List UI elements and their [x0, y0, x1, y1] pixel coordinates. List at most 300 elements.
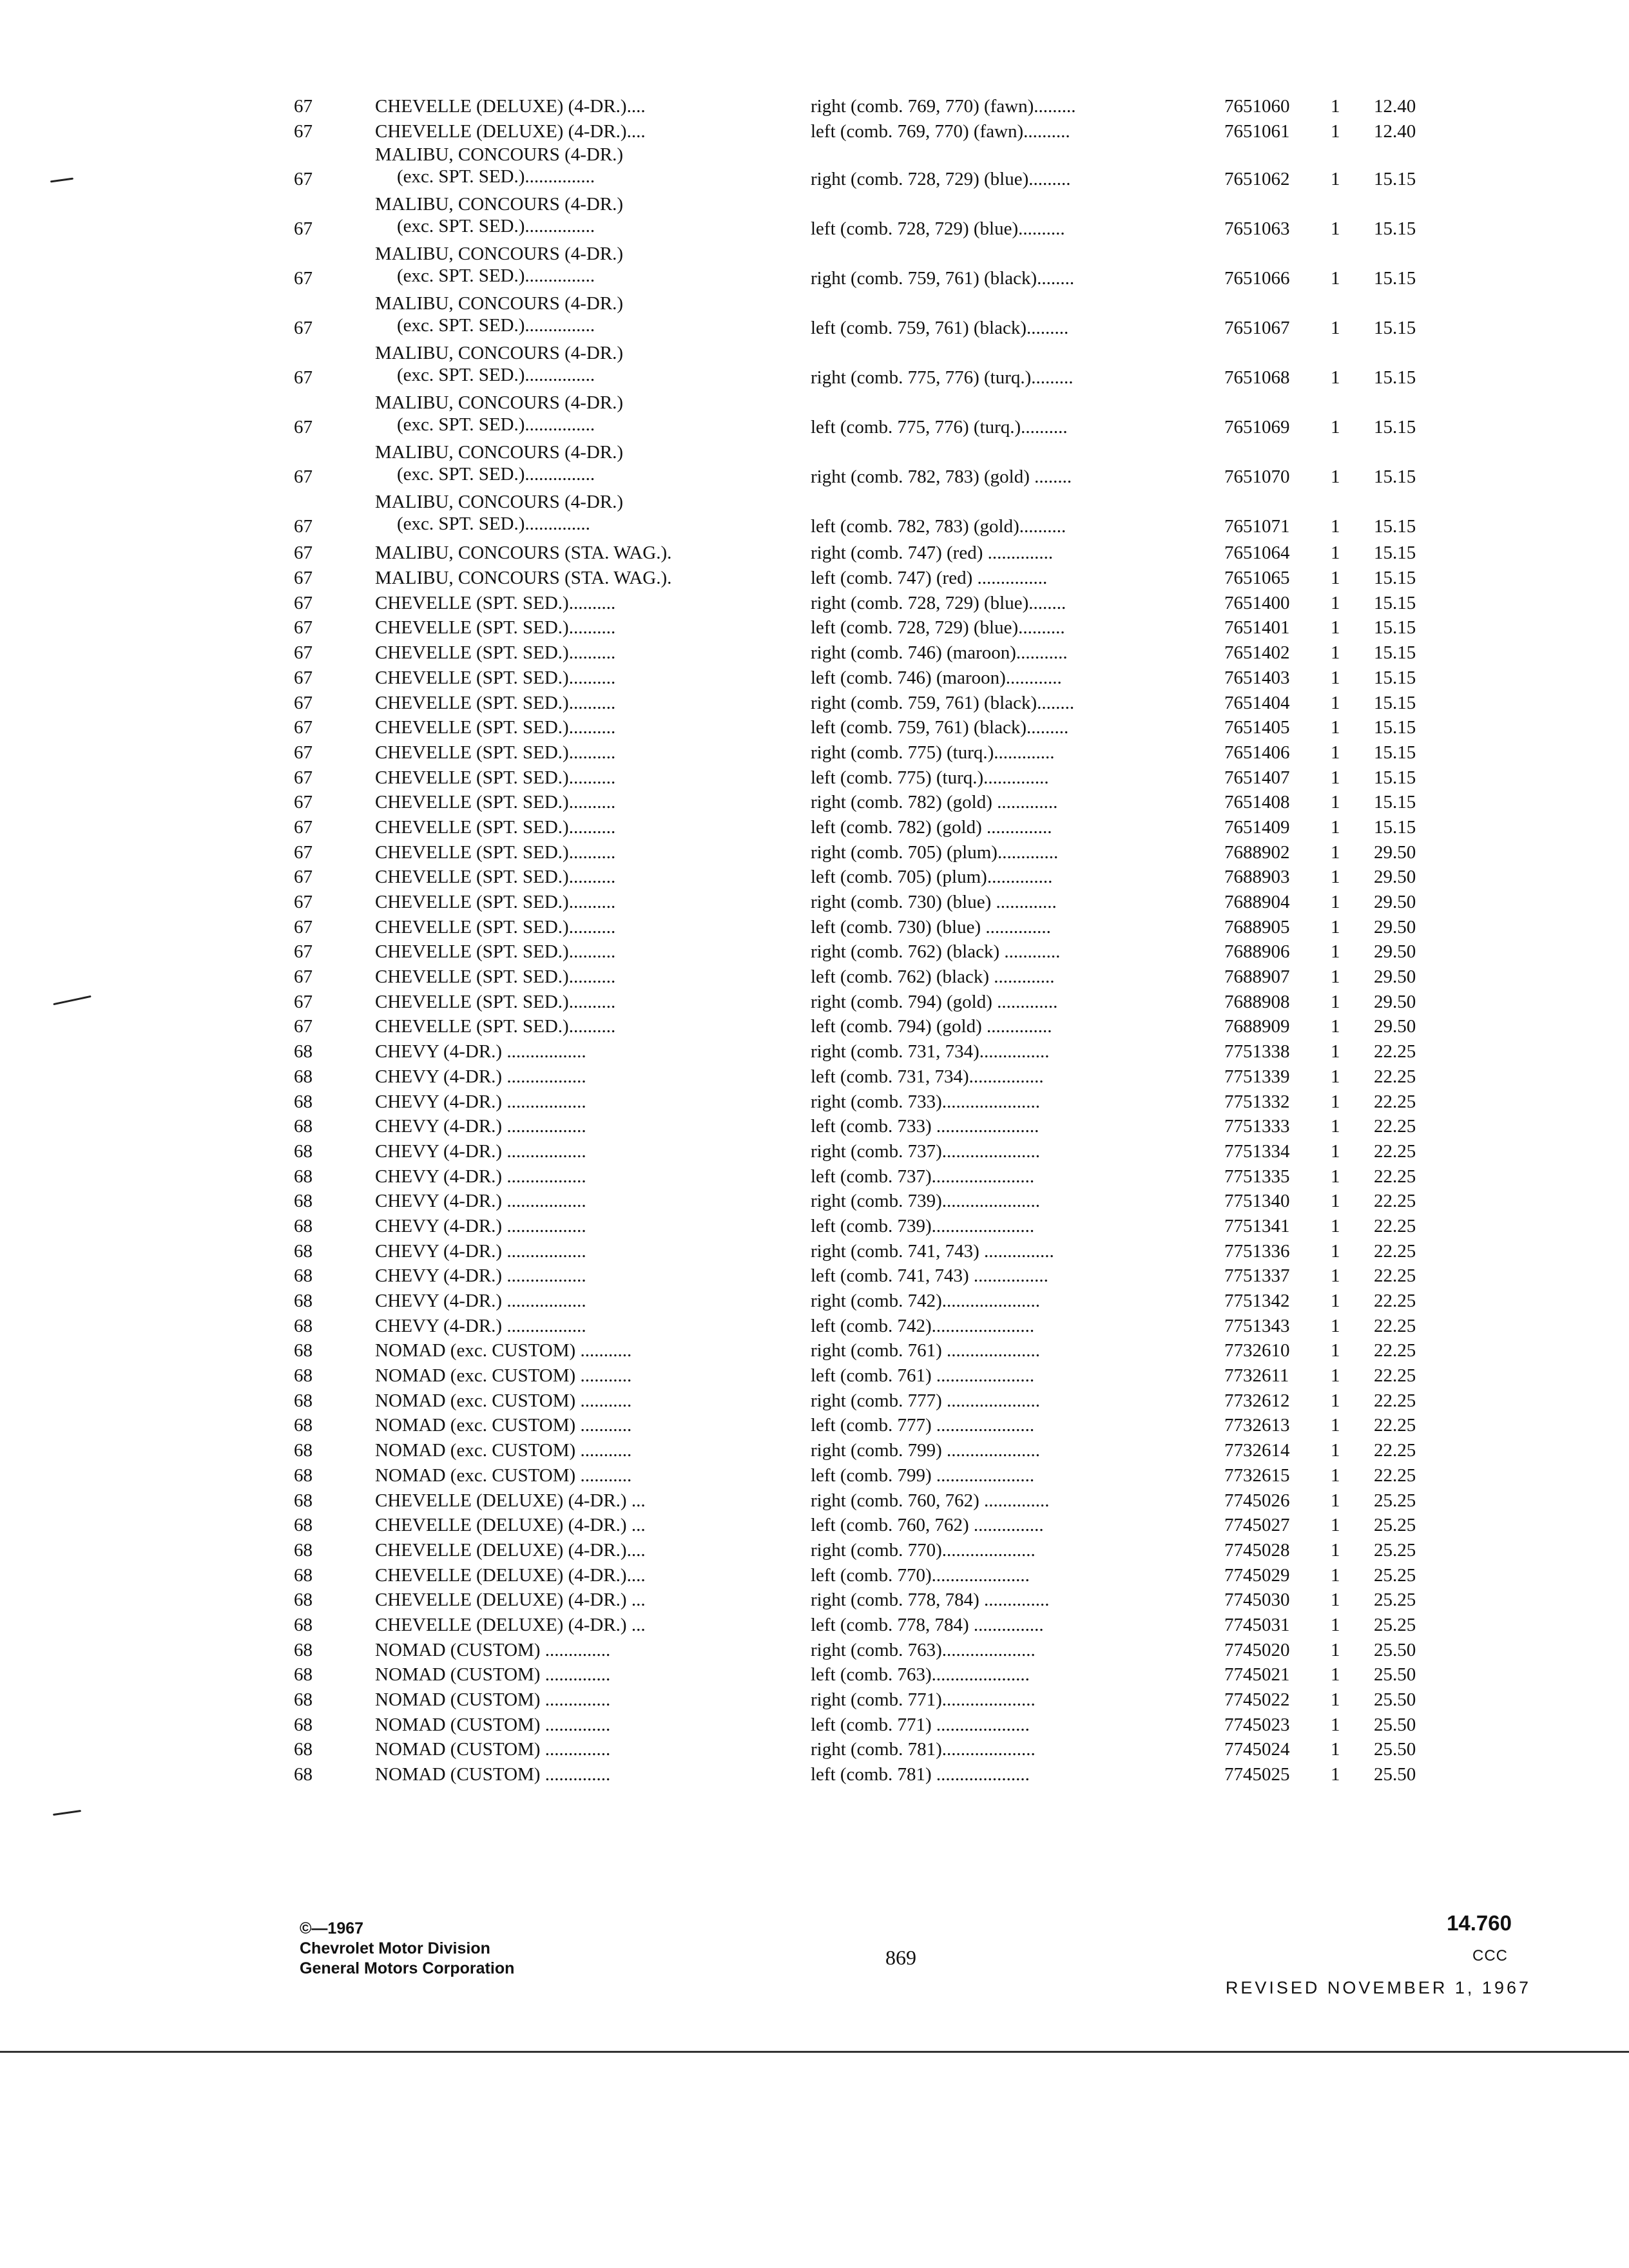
side-combination: left (comb. 746) (maroon)............	[811, 667, 1062, 688]
model-description	[375, 1340, 631, 1361]
quantity: 1	[1331, 120, 1340, 142]
table-row	[284, 1438, 1463, 1463]
table-row	[284, 840, 1463, 865]
side-combination: right (comb. 741, 743) ...............	[811, 1240, 1054, 1262]
side-combination: right (comb. 775, 776) (turq.).........	[811, 367, 1074, 389]
table-row	[284, 144, 1463, 193]
model-name: NOMAD (exc. CUSTOM) ...........	[375, 1365, 632, 1387]
model-year: 68	[294, 1116, 313, 1137]
part-number: 7751337	[1224, 1265, 1290, 1287]
price: 25.50	[1374, 1664, 1416, 1686]
model-year: 67	[294, 941, 313, 963]
side-combination: left (comb. 747) (red) ...............	[811, 568, 1048, 589]
side-combination: right (comb. 775) (turq.).............	[811, 742, 1055, 763]
price: 12.40	[1374, 120, 1416, 142]
model-year: 68	[294, 1539, 313, 1561]
quantity: 1	[1331, 1739, 1340, 1760]
part-number: 7745024	[1224, 1739, 1290, 1760]
quantity: 1	[1331, 1539, 1340, 1561]
model-year: 68	[294, 1564, 313, 1586]
table-row	[284, 815, 1463, 840]
table-row	[284, 615, 1463, 640]
model-name: CHEVELLE (DELUXE) (4-DR.) ...	[375, 1515, 646, 1536]
price: 15.15	[1374, 667, 1416, 688]
table-row	[284, 1139, 1463, 1164]
side-combination: right (comb. 781)....................	[811, 1739, 1036, 1760]
quantity: 1	[1331, 1140, 1340, 1162]
side-combination: right (comb. 747) (red) ..............	[811, 543, 1054, 564]
side-combination: right (comb. 778, 784) ..............	[811, 1590, 1050, 1611]
punch-hole-mark	[53, 995, 91, 1005]
price: 22.25	[1374, 1465, 1416, 1486]
table-row	[284, 715, 1463, 740]
model-year: 67	[294, 642, 313, 664]
side-combination: left (comb. 761) .....................	[811, 1365, 1035, 1387]
price: 15.15	[1374, 617, 1416, 639]
price: 22.25	[1374, 1390, 1416, 1411]
model-name: CHEVY (4-DR.) .................	[375, 1215, 586, 1236]
model-description	[375, 293, 623, 336]
side-combination: left (comb. 728, 729) (blue)..........	[811, 218, 1065, 240]
model-year: 68	[294, 1315, 313, 1336]
table-row	[284, 1513, 1463, 1538]
quantity: 1	[1331, 1689, 1340, 1710]
quantity: 1	[1331, 1764, 1340, 1785]
division-name: Chevrolet Motor Division	[300, 1939, 490, 1957]
model-year: 68	[294, 1191, 313, 1212]
model-year: 68	[294, 1515, 313, 1536]
part-number: 7745023	[1224, 1714, 1290, 1735]
model-qualifier: (exc. SPT. SED.)...............	[397, 414, 595, 436]
side-combination: right (comb. 742).....................	[811, 1291, 1041, 1311]
quantity: 1	[1331, 1315, 1340, 1336]
price: 15.15	[1374, 367, 1416, 389]
part-number: 7732612	[1224, 1390, 1290, 1411]
table-row	[284, 1214, 1463, 1239]
part-number: 7751343	[1224, 1315, 1290, 1336]
part-number: 7651404	[1224, 692, 1290, 713]
table-row	[284, 1389, 1463, 1414]
model-name: CHEVY (4-DR.) .................	[375, 1240, 586, 1262]
table-row	[284, 1588, 1463, 1613]
quantity: 1	[1331, 1215, 1340, 1236]
model-name: CHEVELLE (SPT. SED.)..........	[375, 742, 616, 763]
quantity: 1	[1331, 466, 1340, 488]
model-description	[375, 891, 615, 913]
model-description	[375, 243, 623, 287]
price: 29.50	[1374, 867, 1416, 888]
part-number: 7651402	[1224, 642, 1290, 664]
table-row	[284, 915, 1463, 940]
price: 22.25	[1374, 1440, 1416, 1461]
side-combination: left (comb. 739)......................	[811, 1215, 1035, 1236]
price: 25.25	[1374, 1614, 1416, 1635]
table-row	[284, 566, 1463, 591]
table-row	[284, 1189, 1463, 1214]
table-row	[284, 1762, 1463, 1787]
model-description	[375, 1539, 646, 1561]
model-description	[375, 1490, 646, 1512]
side-combination: right (comb. 799) ....................	[811, 1440, 1041, 1461]
model-qualifier: (exc. SPT. SED.)...............	[397, 166, 595, 187]
model-description	[375, 1564, 646, 1586]
model-name: CHEVY (4-DR.) .................	[375, 1265, 586, 1287]
part-number: 7651069	[1224, 417, 1290, 438]
quantity: 1	[1331, 1390, 1340, 1411]
side-combination: right (comb. 762) (black) ............	[811, 941, 1061, 963]
model-name: CHEVELLE (SPT. SED.)..........	[375, 816, 616, 838]
quantity: 1	[1331, 941, 1340, 963]
model-description	[375, 1465, 631, 1486]
quantity: 1	[1331, 1265, 1340, 1287]
part-number: 7732610	[1224, 1340, 1290, 1361]
model-description	[375, 767, 615, 789]
part-number: 7751338	[1224, 1041, 1290, 1062]
part-number: 7732613	[1224, 1415, 1290, 1436]
price: 22.25	[1374, 1066, 1416, 1087]
price: 29.50	[1374, 916, 1416, 937]
model-name: CHEVELLE (DELUXE) (4-DR.)....	[375, 1539, 646, 1561]
model-description	[375, 966, 615, 988]
part-number: 7651061	[1224, 120, 1290, 142]
model-name: CHEVY (4-DR.) .................	[375, 1315, 586, 1336]
price: 29.50	[1374, 841, 1416, 863]
model-description	[375, 916, 615, 938]
model-year: 67	[294, 96, 313, 117]
model-description	[375, 144, 623, 187]
model-description	[375, 667, 615, 689]
side-combination: right (comb. 794) (gold) .............	[811, 991, 1058, 1012]
table-row	[284, 640, 1463, 666]
table-row	[284, 1538, 1463, 1563]
model-year: 67	[294, 867, 313, 888]
part-number: 7651060	[1224, 96, 1290, 117]
model-description	[375, 1115, 586, 1137]
side-combination: right (comb. 737).....................	[811, 1140, 1041, 1162]
table-row	[284, 1463, 1463, 1488]
side-combination: left (comb. 781) ....................	[811, 1764, 1030, 1785]
side-combination: left (comb. 782, 783) (gold)..........	[811, 516, 1066, 537]
model-description	[375, 120, 646, 142]
model-description	[375, 542, 671, 564]
price: 25.25	[1374, 1564, 1416, 1586]
model-name: CHEVELLE (SPT. SED.)..........	[375, 941, 616, 963]
copyright-line: ©—1967	[300, 1919, 364, 1937]
part-number: 7651400	[1224, 592, 1290, 613]
model-name: CHEVELLE (DELUXE) (4-DR.) ...	[375, 1490, 646, 1511]
table-row	[284, 1338, 1463, 1363]
copyright-block	[300, 1919, 514, 1979]
model-name: MALIBU, CONCOURS (4-DR.)	[375, 442, 624, 463]
price: 25.25	[1374, 1539, 1416, 1561]
part-number: 7651409	[1224, 816, 1290, 838]
model-description	[375, 617, 615, 639]
price: 22.25	[1374, 1340, 1416, 1361]
side-combination: left (comb. 769, 770) (fawn)..........	[811, 120, 1070, 142]
table-row	[284, 193, 1463, 243]
model-name: CHEVELLE (DELUXE) (4-DR.)....	[375, 96, 646, 117]
part-number: 7745027	[1224, 1515, 1290, 1536]
model-description	[375, 941, 615, 963]
model-qualifier: (exc. SPT. SED.)...............	[397, 265, 595, 287]
price: 15.15	[1374, 767, 1416, 788]
price: 15.15	[1374, 268, 1416, 289]
part-number: 7745031	[1224, 1614, 1290, 1635]
model-description	[375, 1066, 586, 1088]
quantity: 1	[1331, 1365, 1340, 1387]
price: 25.50	[1374, 1639, 1416, 1660]
part-number: 7651063	[1224, 218, 1290, 240]
model-name: NOMAD (CUSTOM) ..............	[375, 1689, 611, 1710]
price: 29.50	[1374, 966, 1416, 988]
model-description	[375, 193, 623, 237]
model-year: 67	[294, 767, 313, 788]
model-year: 67	[294, 617, 313, 639]
price: 15.15	[1374, 218, 1416, 240]
quantity: 1	[1331, 1340, 1340, 1361]
part-number: 7651408	[1224, 792, 1290, 813]
table-row	[284, 740, 1463, 765]
side-combination: left (comb. 794) (gold) ..............	[811, 1016, 1052, 1037]
model-name: CHEVELLE (DELUXE) (4-DR.) ...	[375, 1614, 646, 1635]
model-name: CHEVY (4-DR.) .................	[375, 1066, 586, 1087]
punch-hole-mark	[50, 178, 73, 183]
side-combination: left (comb. 730) (blue) ..............	[811, 916, 1051, 937]
side-combination: left (comb. 759, 761) (black).........	[811, 717, 1069, 738]
model-year: 67	[294, 841, 313, 863]
part-number: 7751335	[1224, 1166, 1290, 1187]
quantity: 1	[1331, 1564, 1340, 1586]
punch-hole-mark	[53, 1810, 81, 1816]
table-row	[284, 1114, 1463, 1139]
model-year: 68	[294, 1091, 313, 1112]
model-description	[375, 95, 646, 117]
model-description	[375, 1589, 646, 1611]
model-name: CHEVY (4-DR.) .................	[375, 1140, 586, 1162]
model-name: CHEVELLE (SPT. SED.)..........	[375, 592, 616, 613]
part-number: 7745025	[1224, 1764, 1290, 1785]
model-year: 68	[294, 1140, 313, 1162]
quantity: 1	[1331, 1515, 1340, 1536]
model-description	[375, 1689, 610, 1711]
price: 15.15	[1374, 417, 1416, 438]
quantity: 1	[1331, 916, 1340, 937]
table-row	[284, 666, 1463, 691]
model-qualifier: (exc. SPT. SED.)...............	[397, 315, 595, 336]
part-number: 7732615	[1224, 1465, 1290, 1486]
side-combination: right (comb. 759, 761) (black)........	[811, 268, 1075, 289]
model-description	[375, 1639, 610, 1661]
price: 22.25	[1374, 1166, 1416, 1187]
model-name: MALIBU, CONCOURS (4-DR.)	[375, 144, 624, 166]
model-description	[375, 567, 671, 589]
quantity: 1	[1331, 1016, 1340, 1037]
quantity: 1	[1331, 1191, 1340, 1212]
side-combination: left (comb. 759, 761) (black).........	[811, 318, 1069, 339]
part-number: 7751332	[1224, 1091, 1290, 1112]
model-description	[375, 1664, 610, 1686]
part-number: 7688904	[1224, 892, 1290, 912]
price: 15.15	[1374, 792, 1416, 813]
model-name: NOMAD (exc. CUSTOM) ...........	[375, 1340, 632, 1361]
model-name: CHEVELLE (SPT. SED.)..........	[375, 892, 616, 912]
model-name: NOMAD (CUSTOM) ..............	[375, 1639, 611, 1660]
model-name: NOMAD (exc. CUSTOM) ...........	[375, 1390, 632, 1411]
model-name: CHEVELLE (SPT. SED.)..........	[375, 991, 616, 1012]
model-year: 68	[294, 1590, 313, 1611]
document-number: 14.760	[1447, 1911, 1512, 1935]
model-description	[375, 1091, 586, 1113]
model-description	[375, 1290, 586, 1312]
model-year: 68	[294, 1390, 313, 1411]
quantity: 1	[1331, 1291, 1340, 1311]
model-name: CHEVELLE (SPT. SED.)..........	[375, 667, 616, 688]
quantity: 1	[1331, 667, 1340, 688]
table-row	[284, 1662, 1463, 1687]
table-row	[284, 243, 1463, 293]
model-name: CHEVELLE (DELUXE) (4-DR.) ...	[375, 1590, 646, 1611]
model-name: NOMAD (CUSTOM) ..............	[375, 1739, 611, 1760]
model-year: 68	[294, 1465, 313, 1486]
model-year: 67	[294, 218, 313, 240]
model-name: CHEVY (4-DR.) .................	[375, 1041, 586, 1062]
model-name: CHEVY (4-DR.) .................	[375, 1291, 586, 1311]
model-description	[375, 1215, 586, 1237]
model-year: 68	[294, 1689, 313, 1710]
side-combination: right (comb. 770)....................	[811, 1539, 1036, 1561]
part-number: 7751341	[1224, 1215, 1290, 1236]
side-combination: right (comb. 739).....................	[811, 1191, 1041, 1212]
price: 29.50	[1374, 991, 1416, 1012]
quantity: 1	[1331, 592, 1340, 613]
price: 25.50	[1374, 1714, 1416, 1735]
table-row	[284, 1363, 1463, 1389]
model-qualifier: (exc. SPT. SED.)...............	[397, 464, 595, 485]
quantity: 1	[1331, 767, 1340, 788]
model-name: CHEVELLE (SPT. SED.)..........	[375, 717, 616, 738]
model-name: CHEVELLE (SPT. SED.)..........	[375, 867, 616, 888]
side-combination: left (comb. 799) .....................	[811, 1465, 1035, 1486]
model-year: 68	[294, 1066, 313, 1087]
quantity: 1	[1331, 1590, 1340, 1611]
side-combination: right (comb. 730) (blue) .............	[811, 892, 1057, 912]
model-name: MALIBU, CONCOURS (4-DR.)	[375, 392, 624, 414]
model-year: 67	[294, 692, 313, 713]
price: 22.25	[1374, 1291, 1416, 1311]
side-combination: right (comb. 728, 729) (blue)........	[811, 592, 1066, 613]
part-number: 7732614	[1224, 1440, 1290, 1461]
price: 22.25	[1374, 1265, 1416, 1287]
part-number: 7688909	[1224, 1016, 1290, 1037]
model-name: CHEVY (4-DR.) .................	[375, 1116, 586, 1137]
model-description	[375, 1265, 586, 1287]
model-year: 67	[294, 717, 313, 738]
model-description	[375, 642, 615, 664]
price: 15.15	[1374, 742, 1416, 763]
quantity: 1	[1331, 991, 1340, 1012]
price: 15.15	[1374, 318, 1416, 339]
part-number: 7651062	[1224, 169, 1290, 190]
model-name: MALIBU, CONCOURS (4-DR.)	[375, 244, 624, 265]
model-name: CHEVELLE (SPT. SED.)..........	[375, 617, 616, 639]
model-description	[375, 1166, 586, 1187]
quantity: 1	[1331, 367, 1340, 389]
price: 15.15	[1374, 568, 1416, 589]
model-description	[375, 342, 623, 386]
side-combination: left (comb. 770).....................	[811, 1564, 1030, 1586]
model-name: CHEVELLE (SPT. SED.)..........	[375, 841, 616, 863]
model-description	[375, 491, 623, 535]
model-name: CHEVY (4-DR.) .................	[375, 1091, 586, 1112]
model-year: 67	[294, 568, 313, 589]
price: 15.15	[1374, 466, 1416, 488]
table-row	[284, 890, 1463, 915]
quantity: 1	[1331, 1240, 1340, 1262]
page-number: 869	[885, 1946, 916, 1969]
model-name: CHEVELLE (SPT. SED.)..........	[375, 792, 616, 813]
side-combination: left (comb. 775, 776) (turq.)..........	[811, 417, 1068, 438]
model-year: 67	[294, 742, 313, 763]
model-year: 67	[294, 120, 313, 142]
part-number: 7745022	[1224, 1689, 1290, 1710]
quantity: 1	[1331, 966, 1340, 988]
table-row	[284, 1014, 1463, 1039]
side-combination: left (comb. 731, 734)................	[811, 1066, 1044, 1087]
footer-rule	[0, 2051, 1629, 2053]
model-name: CHEVY (4-DR.) .................	[375, 1191, 586, 1212]
table-row	[284, 1039, 1463, 1064]
model-name: CHEVELLE (SPT. SED.)..........	[375, 916, 616, 937]
side-combination: left (comb. 777) .....................	[811, 1415, 1035, 1436]
model-name: MALIBU, CONCOURS (4-DR.)	[375, 492, 624, 513]
side-combination: left (comb. 762) (black) .............	[811, 966, 1055, 988]
model-name: MALIBU, CONCOURS (STA. WAG.).	[375, 543, 672, 564]
side-combination: right (comb. 782) (gold) .............	[811, 792, 1058, 813]
side-combination: left (comb. 737)......................	[811, 1166, 1035, 1187]
model-qualifier: (exc. SPT. SED.)...............	[397, 365, 595, 386]
model-description	[375, 816, 615, 838]
part-number: 7651070	[1224, 466, 1290, 488]
part-number: 7751339	[1224, 1066, 1290, 1087]
table-row	[284, 1264, 1463, 1289]
price: 25.25	[1374, 1515, 1416, 1536]
quantity: 1	[1331, 1041, 1340, 1062]
table-row	[284, 293, 1463, 342]
model-description	[375, 1015, 615, 1037]
quantity: 1	[1331, 717, 1340, 738]
quantity: 1	[1331, 169, 1340, 190]
price: 25.50	[1374, 1764, 1416, 1785]
table-row	[284, 691, 1463, 716]
model-description	[375, 1414, 631, 1436]
model-name: MALIBU, CONCOURS (4-DR.)	[375, 293, 624, 314]
side-combination: left (comb. 741, 743) ................	[811, 1265, 1048, 1287]
quantity: 1	[1331, 543, 1340, 564]
price: 22.25	[1374, 1116, 1416, 1137]
part-number: 7651071	[1224, 516, 1290, 537]
model-name: CHEVELLE (SPT. SED.)..........	[375, 642, 616, 664]
corporation-name: General Motors Corporation	[300, 1959, 515, 1977]
part-number: 7745020	[1224, 1639, 1290, 1660]
model-description	[375, 1365, 631, 1387]
part-number: 7745021	[1224, 1664, 1290, 1686]
model-year: 67	[294, 543, 313, 564]
model-description	[375, 1240, 586, 1262]
model-name: NOMAD (CUSTOM) ..............	[375, 1714, 611, 1735]
quantity: 1	[1331, 1440, 1340, 1461]
model-description	[375, 592, 615, 614]
part-number: 7651065	[1224, 568, 1290, 589]
